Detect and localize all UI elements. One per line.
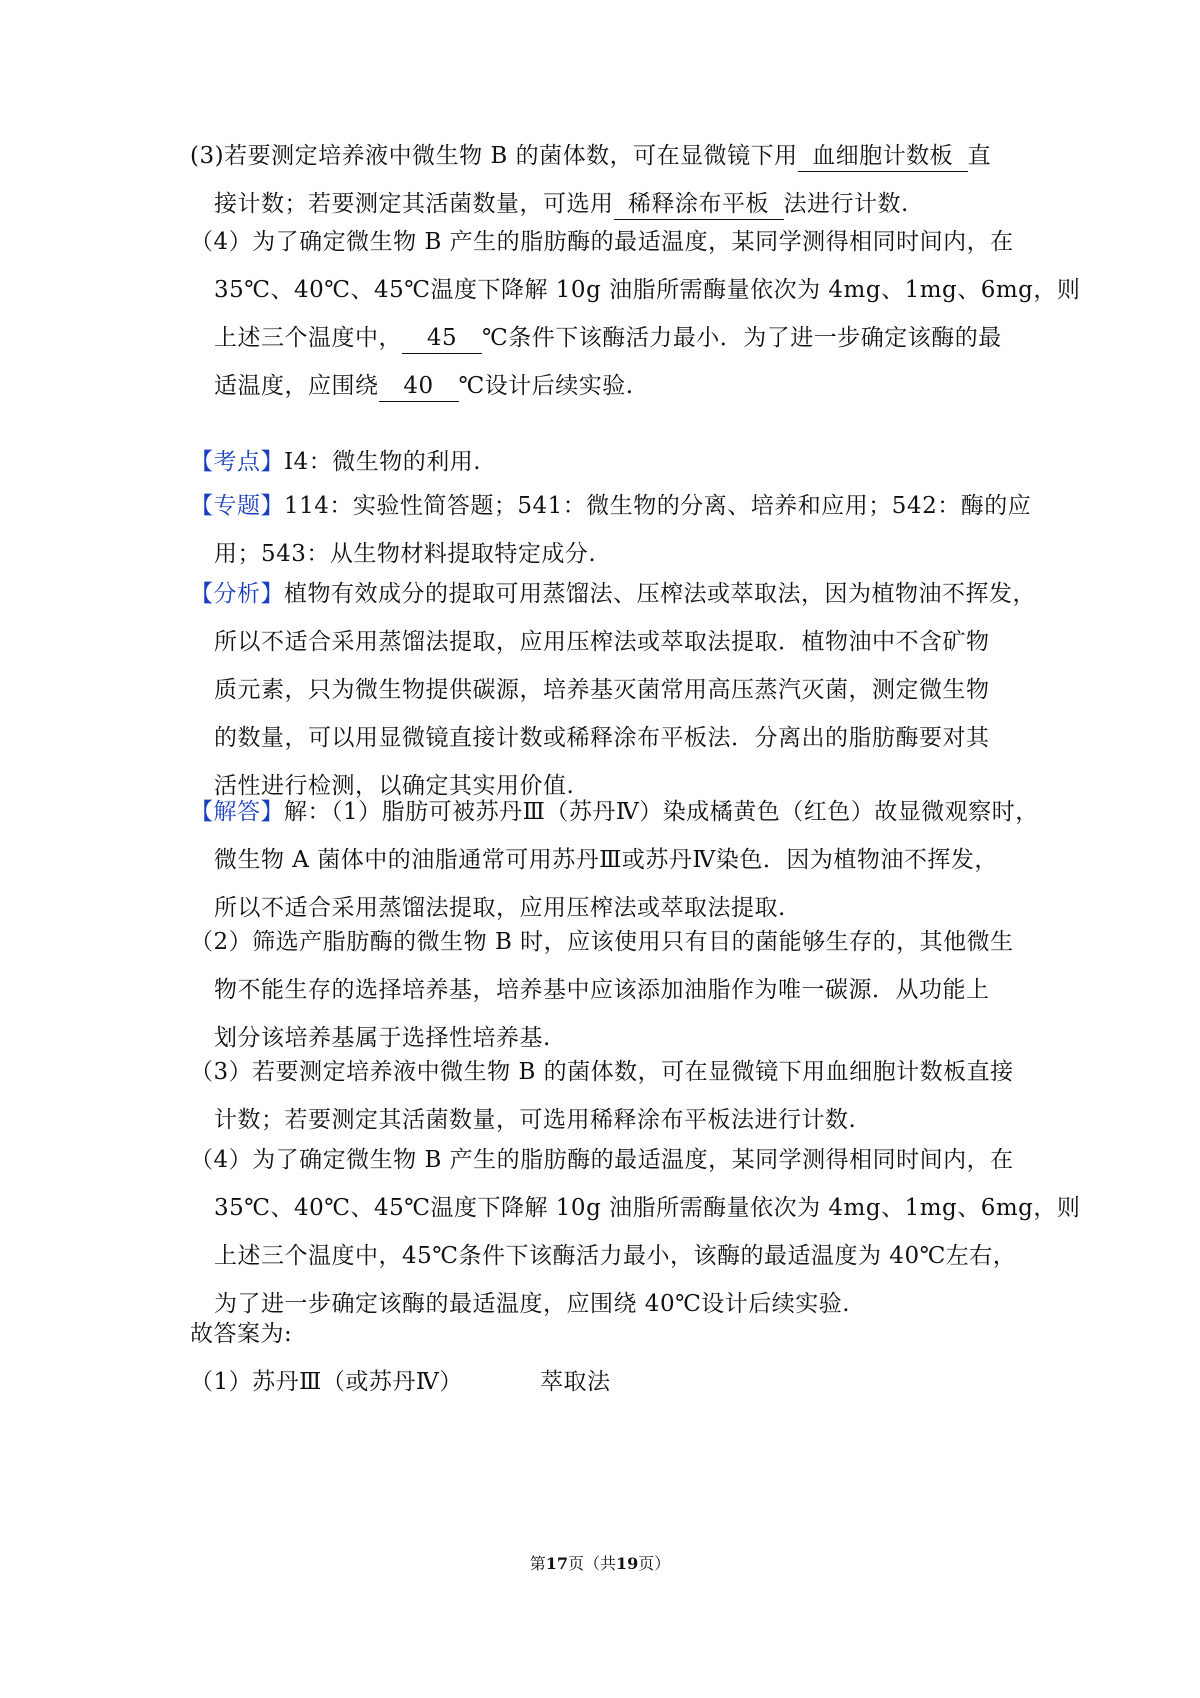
answer-blank: 稀释涂布平板 <box>614 189 784 220</box>
answer-blank: 45 <box>402 323 482 354</box>
question-4-line-2: 35℃、40℃、45℃温度下降解 10g 油脂所需酶量依次为 4mg、1mg、6mg，则 <box>214 277 1081 303</box>
kaodian-section: 【考点】I4：微生物的利用. <box>190 449 482 475</box>
page-number: 17 <box>545 1554 568 1573</box>
zhuanti-section: 【专题】114：实验性简答题；541：微生物的分离、培养和应用；542：酶的应 用；543：从生物材料提取特定成分. <box>190 493 1032 567</box>
final-answer-1: （1）苏丹Ⅲ（或苏丹Ⅳ） 萃取法 <box>190 1369 611 1395</box>
answer-part-4: （4）为了确定微生物 B 产生的脂肪酶的最适温度，某同学测得相同时间内，在 35℃、40℃、45℃温度下降解 10g 油脂所需酶量依次为 4mg、1mg、6mg，则 上述三个温度中，45℃条件下该酶活力最小，该酶的最适温度为 40℃左右， 为了进一步确定该酶的最适温度，应围绕 40℃设计后续实验. <box>190 1147 1081 1317</box>
question-3-line-1: (3)若要测定培养液中微生物 B 的菌体数，可在显微镜下用 血细胞计数板 直 <box>190 132 1030 180</box>
page-footer: 第17页（共19页） <box>529 1554 671 1573</box>
answer-blank: 血细胞计数板 <box>798 141 968 172</box>
final-answer-label: 故答案为: <box>190 1321 293 1347</box>
jieda-tag: 【解答】 <box>190 799 284 825</box>
question-4-line-3: 上述三个温度中， 45 ℃条件下该酶活力最小．为了进一步确定该酶的最 <box>190 314 1030 362</box>
answer-part-3: （3）若要测定培养液中微生物 B 的菌体数，可在显微镜下用血细胞计数板直接 计数；若要测定其活菌数量，可选用稀释涂布平板法进行计数. <box>190 1059 1014 1133</box>
question-4 <box>190 218 1081 410</box>
zhuanti-tag: 【专题】 <box>190 493 284 519</box>
answer-blank: 40 <box>379 371 459 402</box>
question-4-line-4: 适温度，应围绕 40 ℃设计后续实验. <box>190 362 1030 410</box>
final-answer <box>190 1310 1030 1406</box>
fenxi-tag: 【分析】 <box>190 581 284 607</box>
answer-part-2: （2）筛选产脂肪酶的微生物 B 时，应该使用只有目的菌能够生存的，其他微生 物不能生存的选择培养基，培养基中应该添加油脂作为唯一碳源．从功能上 划分该培养基属于选择性培养基. <box>190 929 1014 1051</box>
question-4-line-1: （4）为了确定微生物 B 产生的脂肪酶的最适温度，某同学测得相同时间内，在 <box>190 229 1014 255</box>
jieda-section: 【解答】解：（1）脂肪可被苏丹Ⅲ（苏丹Ⅳ）染成橘黄色（红色）故显微观察时， 微生物 A 菌体中的油脂通常可用苏丹Ⅲ或苏丹Ⅳ染色．因为植物油不挥发， 所以不适合采用蒸馏法提取，应用压榨法或萃取法提取. <box>190 799 1039 921</box>
kaodian-tag: 【考点】 <box>190 449 284 475</box>
fenxi-section: 【分析】植物有效成分的提取可用蒸馏法、压榨法或萃取法，因为植物油不挥发， 所以不适合采用蒸馏法提取，应用压榨法或萃取法提取．植物油中不含矿物 质元素，只为微生物提供碳源，培养基灭菌常用高压蒸汽灭菌，测定微生物 的数量，可以用显微镜直接计数或稀释涂布平板法．分离出的脂肪酶要对其 活性进行检测，以确定其实用价值. <box>190 581 1036 799</box>
question-3-line-2: 接计数；若要测定其活菌数量，可选用 稀释涂布平板 法进行计数. <box>190 180 1030 228</box>
question-3 <box>190 132 1030 228</box>
page-total: 19 <box>616 1554 639 1573</box>
